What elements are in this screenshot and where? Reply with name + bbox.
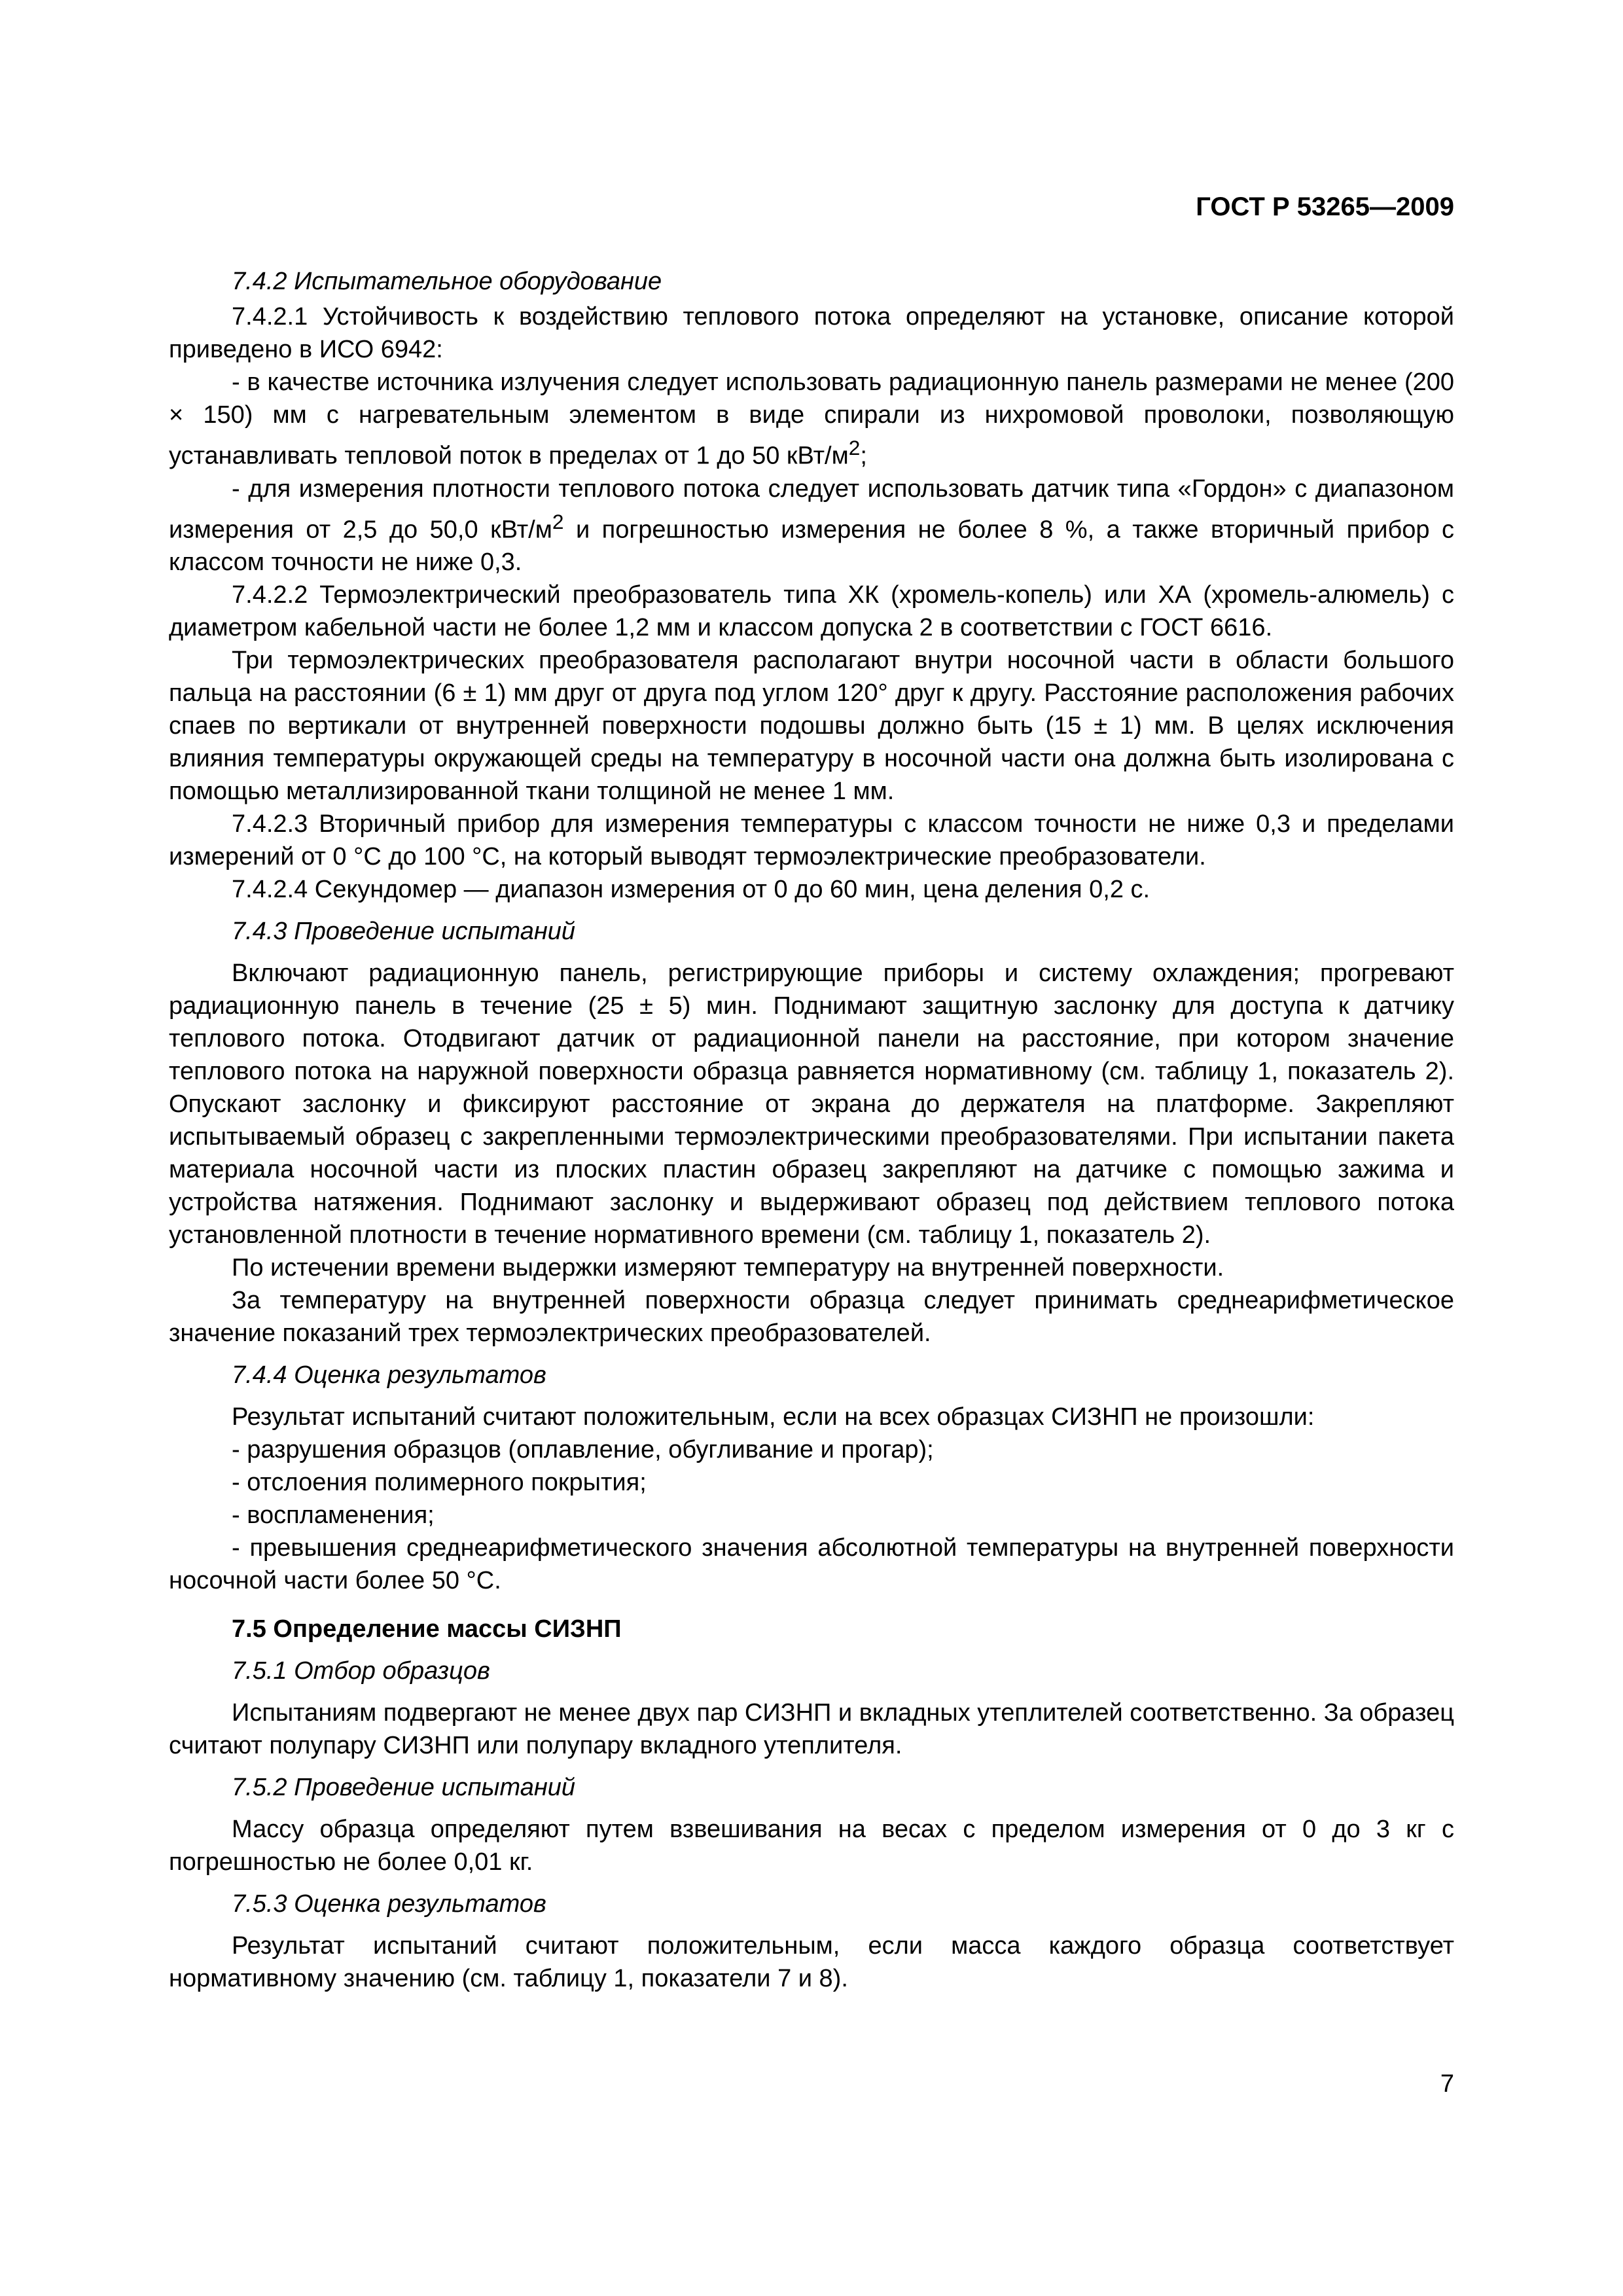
paragraph-three-sensors: Три термоэлектрических преобразователя располагают внутри носочной части в области большого пальца на расстоянии (6 ± 1) мм друг от друга под углом 120° друг к другу. Расстояние расположения рабочих спаев по вертикали от внутренней поверхности подошвы должно быть (15 ± 1) мм. В целях исключения влияния температуры окружающей среды на температуру в носочной части она должна быть изолирована с помощью металлизированной ткани толщиной не менее 1 мм. <box>169 647 1454 806</box>
list-item-peeling: - отслоения полимерного покрытия; <box>232 1469 647 1497</box>
paragraph-heat-flux-sensor <box>169 473 1454 579</box>
paragraph-7-4-2-4: 7.4.2.4 Секундомер — диапазон измерения от 0 до 60 мин, цена деления 0,2 с. <box>232 876 1150 904</box>
heading-7-4-4: 7.4.4 Оценка результатов <box>232 1361 546 1390</box>
heading-7-4-2: 7.4.2 Испытательное оборудование <box>232 268 662 295</box>
list-item-destruction: - разрушения образцов (оплавление, обугливание и прогар); <box>232 1436 934 1464</box>
heading-7-4-3: 7.4.3 Проведение испытаний <box>232 918 576 946</box>
heat-flux-sensor-end: и погрешностью измерения не более 8 %, а также вторичный прибор с классом точности не ниже 0,3. <box>169 516 1455 577</box>
list-item-ignition: - воспламенения; <box>232 1501 435 1530</box>
paragraph-after-hold: По истечении времени выдержки измеряют температуру на внутренней поверхности. <box>232 1254 1224 1282</box>
paragraph-weighing: Массу образца определяют путем взвешивания на весах с пределом измерения от 0 до 3 кг с погрешностью не более 0,01 кг. <box>169 1816 1454 1876</box>
paragraph-mass-result: Результат испытаний считают положительным, если масса каждого образца соответствует нормативному значению (см. таблицу 1, показатели 7 и 8). <box>169 1932 1454 1993</box>
radiation-source-end: ; <box>860 442 867 470</box>
paragraph-temperature-average: За температуру на внутренней поверхности образца следует принимать среднеарифметическое значение показаний трех термоэлектрических преобразователей. <box>169 1287 1454 1348</box>
list-item-temperature-exceed: - превышения среднеарифметического значения абсолютной температуры на внутренней поверхности носочной части более 50 °С. <box>169 1534 1454 1595</box>
standard-code: ГОСТ Р 53265—2009 <box>1196 192 1454 221</box>
paragraph-7-4-2-1: 7.4.2.1 Устойчивость к воздействию теплового потока определяют на установке, описание которой приведено в ИСО 6942: <box>169 303 1454 363</box>
paragraph-7-4-2-3: 7.4.2.3 Вторичный прибор для измерения температуры с классом точности не ниже 0,3 и пределами измерений от 0 °С до 100 °С, на который выводят термоэлектрические преобразователи. <box>169 810 1454 871</box>
heading-7-5-1: 7.5.1 Отбор образцов <box>232 1657 490 1685</box>
superscript-2: 2 <box>552 509 564 533</box>
paragraph-7-4-2-2: 7.4.2.2 Термоэлектрический преобразователь типа ХК (хромель-копель) или ХА (хромель-алюмель) с диаметром кабельной части не более 1,2 мм и классом допуска 2 в соответствии с ГОСТ 6616. <box>169 581 1454 642</box>
document-body <box>169 265 1454 1995</box>
heading-7-5-3: 7.5.3 Оценка результатов <box>232 1890 546 1918</box>
page-number: 7 <box>1440 2070 1454 2098</box>
radiation-source-text: - в качестве источника излучения следует использовать радиационную панель размерами не менее (200 × 150) мм с нагревательным элементом в виде спирали из нихромовой проволоки, позволяющую устанавливать тепловой поток в пределах от 1 до 50 кВт/м <box>169 368 1454 470</box>
heading-7-5: 7.5 Определение массы СИЗНП <box>232 1615 622 1643</box>
paragraph-test-procedure: Включают радиационную панель, регистрирующие приборы и систему охлаждения; прогревают радиационную панель в течение (25 ± 5) мин. Поднимают защитную заслонку для доступа к датчику теплового потока. Отодвигают датчик от радиационной панели на расстояние, при котором значение теплового потока на наружной поверхности образца равняется нормативному (см. таблицу 1, показатель 2). Опускают заслонку и фиксируют расстояние от экрана до держателя на платформе. Закрепляют испытываемый образец с закрепленными термоэлектрическими преобразователями. При испытании пакета материала носочной части из плоских пластин образец закрепляют на датчике с помощью зажима и устройства натяжения. Поднимают заслонку и выдерживают образец под действием теплового потока установленной плотности в течение нормативного времени (см. таблицу 1, показатель 2). <box>169 960 1454 1249</box>
heat-flux-sensor-text: - для измерения плотности теплового потока следует использовать датчик типа «Гордон» с диапазоном измерения от 2,5 до 50,0 кВт/м <box>169 475 1454 544</box>
paragraph-sampling: Испытаниям подвергают не менее двух пар СИЗНП и вкладных утеплителей соответственно. За образец считают полупару СИЗНП или полупару вкладного утеплителя. <box>169 1699 1454 1760</box>
paragraph-radiation-source <box>169 366 1454 473</box>
heading-7-5-2: 7.5.2 Проведение испытаний <box>232 1774 576 1802</box>
paragraph-result-intro: Результат испытаний считают положительным, если на всех образцах СИЗНП не произошли: <box>232 1403 1315 1431</box>
superscript-2: 2 <box>848 436 861 459</box>
